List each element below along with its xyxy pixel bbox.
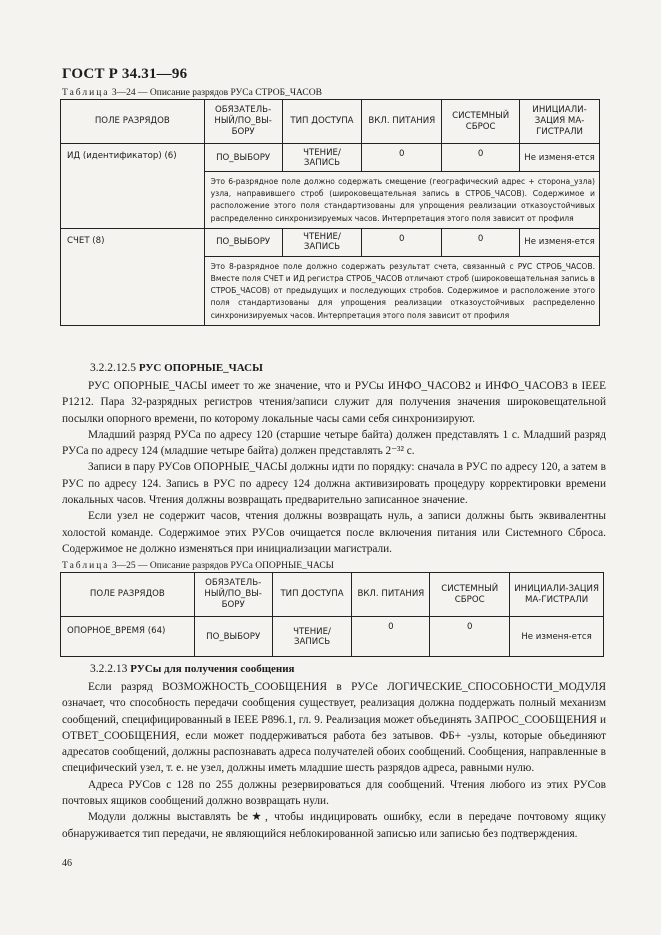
field-reference-time: ОПОРНОЕ_ВРЕМЯ (64) — [61, 617, 195, 657]
section-heading — [90, 362, 263, 374]
page-number: 46 — [62, 858, 72, 869]
paragraph: Адреса РУСов с 128 по 255 должны резервироваться для сообщений. Чтения любого из этих РУСов почтовых ящиков сообщений должно возвращать нули. — [62, 778, 606, 808]
field-description: Это 8-разрядное поле должно содержать результат счета, связанный с РУС СТРОБ_ЧАСОВ. Вместе поля СЧЕТ и ИД регистра СТРОБ_ЧАСОВ отличают строб (широковещательная запись в СТРОБ_ЧАСОВ) от предыдущих и последующих стробов. Содержимое и расположение этого поля стандартизованы для упрощения реализации отказоустойчивых распределенно синхронизируемых часов. Интерпретация этого поля зависит от профиля — [204, 256, 599, 325]
section-heading — [90, 663, 295, 675]
header-access: ТИП ДОСТУПА — [282, 100, 362, 144]
cell-required: ПО_ВЫБОРУ — [204, 144, 282, 172]
cell-required: ПО_ВЫБОРУ — [204, 228, 282, 256]
section-title: РУС ОПОРНЫЕ_ЧАСЫ — [138, 362, 263, 374]
header-system-reset: СИСТЕМНЫЙ СБРОС — [430, 573, 510, 617]
cell-init: Не изменя-ется — [520, 228, 600, 256]
table-caption — [62, 561, 334, 571]
header-field: ПОЛЕ РАЗРЯДОВ — [61, 100, 205, 144]
cell-required: ПО_ВЫБОРУ — [194, 617, 272, 657]
header-required: ОБЯЗАТЕЛЬ-НЫЙ/ПО_ВЫ-БОРУ — [194, 573, 272, 617]
cell-init: Не изменя-ется — [520, 144, 600, 172]
cell-power-on: 0 — [362, 144, 442, 172]
cell-access: ЧТЕНИЕ/ ЗАПИСЬ — [282, 228, 362, 256]
table-caption — [62, 88, 322, 98]
table-caption-prefix: Таблица — [62, 561, 110, 571]
cell-reset: 0 — [430, 617, 510, 657]
table-caption-text: 3—25 — Описание разрядов РУСа ОПОРНЫЕ_ЧАСЫ — [109, 561, 334, 571]
cell-init: Не изменя-ется — [510, 617, 604, 657]
table-caption-prefix: Таблица — [62, 88, 110, 98]
paragraph: Модули должны выставлять be★, чтобы индицировать ошибку, если в передаче почтовому ящику обнаруживается тип передачи, не являющийся неблокированной записью или записью без подтверждения. — [62, 811, 606, 840]
field-count: СЧЕТ (8) — [61, 228, 205, 325]
bitfield-table-reference-clock — [60, 572, 604, 657]
section-number: 3.2.2.12.5 — [90, 362, 136, 374]
standard-header: ГОСТ Р 34.31—96 — [62, 66, 188, 82]
paragraph: РУС ОПОРНЫЕ_ЧАСЫ имеет то же значение, что и РУСы ИНФО_ЧАСОВ2 и ИНФО_ЧАСОВ3 в IEEE P1212. Пара 32-разрядных регистров чтения/записи служит для получения значения широковещательной посылки опорного времени, по которому локальные часы сами себя синхронизируют. — [62, 380, 606, 425]
header-bus-init: ИНИЦИАЛИ-ЗАЦИЯ МА-ГИСТРАЛИ — [510, 573, 604, 617]
table-caption-text: 3—24 — Описание разрядов РУСа СТРОБ_ЧАСОВ — [109, 88, 322, 98]
cell-access: ЧТЕНИЕ/ ЗАПИСЬ — [282, 144, 362, 172]
header-power-on: ВКЛ. ПИТАНИЯ — [362, 100, 442, 144]
header-required: ОБЯЗАТЕЛЬ-НЫЙ/ПО_ВЫ-БОРУ — [204, 100, 282, 144]
header-field: ПОЛЕ РАЗРЯДОВ — [61, 573, 195, 617]
paragraph: Если разряд ВОЗМОЖНОСТЬ_СООБЩЕНИЯ в РУСе ЛОГИЧЕСКИЕ_СПОСОБНОСТИ_МОДУЛЯ означает, что способность передачи сообщения существует, реализация должна поддержать полный механизм сообщений, специфицированный в IEEE P896.1, гл. 9. Реализация может объединять ЗАПРОС_СООБЩЕНИЯ и ОТВЕТ_СООБЩЕНИЯ, если может поддерживаться работа без затывов. ФБ+ -узлы, которые обьединяют адресатов сообщений, должны распознавать адреса получателей обоих сообщений. Сообщения, направленные в специфический узел, т. е. не узел, должны иметь младшие шесть разрядов адреса, равными нулю. — [62, 681, 606, 775]
section-title: РУСы для получения сообщения — [130, 663, 295, 675]
cell-reset: 0 — [442, 228, 520, 256]
cell-power-on: 0 — [352, 617, 430, 657]
cell-power-on: 0 — [362, 228, 442, 256]
header-system-reset: СИСТЕМНЫЙ СБРОС — [442, 100, 520, 144]
field-description: Это 6-разрядное поле должно содержать смещение (географический адрес + сторона_узла) узла, направившего строб (широковещательная запись в СТРОБ_ЧАСОВ). Содержимое и расположение этого поля стандартизованы для упрощения реализации отказоустойчивых распределенно синхронизируемых часов. Интерпретация этого поля зависит от профиля — [204, 172, 599, 229]
section-body — [62, 378, 606, 557]
field-id: ИД (идентификатор) (6) — [61, 144, 205, 229]
paragraph: Записи в пару РУСов ОПОРНЫЕ_ЧАСЫ должны идти по порядку: сначала в РУС по адресу 120, а затем в РУС по адресу 124. Запись в РУС по адресу 124 должна активизировать процедуру корректировки времени локальных часов. Чтения должны возвращать предварительно записанное значение. — [62, 461, 606, 507]
bitfield-table-clock-strobe — [60, 99, 600, 326]
cell-access: ЧТЕНИЕ/ ЗАПИСЬ — [272, 617, 352, 657]
paragraph: Младший разряд РУСа по адресу 120 (старшие четыре байта) должен представлять 1 с. Младший разряд РУСа по адресу 124 (младшие четыре байта) должен представлять 2⁻³² с. — [62, 428, 606, 458]
header-bus-init: ИНИЦИАЛИ-ЗАЦИЯ МА-ГИСТРАЛИ — [520, 100, 600, 144]
header-power-on: ВКЛ. ПИТАНИЯ — [352, 573, 430, 617]
section-number: 3.2.2.13 — [90, 663, 128, 675]
paragraph: Если узел не содержит часов, чтения должны возвращать нуль, а записи должны быть эквивалентны холостой команде. Содержимое этих РУСов очищается после включения питания или Системного Сброса. Содержимое не должно изменяться при инициализации магистрали. — [62, 510, 606, 555]
header-access: ТИП ДОСТУПА — [272, 573, 352, 617]
section-body — [62, 679, 606, 842]
cell-reset: 0 — [442, 144, 520, 172]
